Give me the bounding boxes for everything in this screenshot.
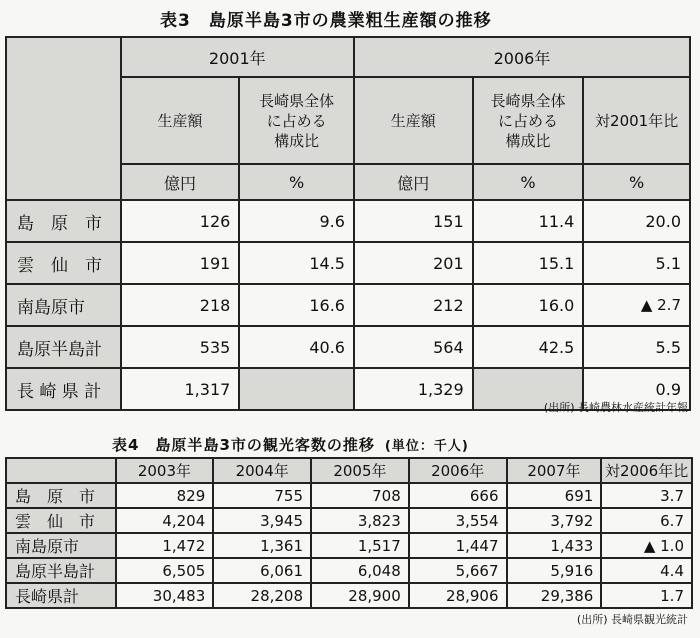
row-label: 島原半島計: [6, 558, 116, 583]
table-cell: 1.7: [601, 583, 692, 608]
column-header: 2005年: [311, 458, 409, 483]
table-cell: 42.5: [473, 326, 584, 368]
table-cell: 29,386: [507, 583, 602, 608]
table-cell: 666: [409, 483, 507, 508]
table-cell: 1,517: [311, 533, 409, 558]
table-row: [6, 483, 692, 508]
row-label: 南島原市: [6, 284, 121, 326]
year-2001-header: 2001年: [121, 37, 354, 77]
table-row: [6, 326, 690, 368]
table-cell: 3,554: [409, 508, 507, 533]
row-label: 雲 仙 市: [6, 508, 116, 533]
column-header: 2004年: [213, 458, 311, 483]
column-header: 2003年: [116, 458, 214, 483]
share-header-line1: 長崎県全体: [259, 91, 335, 110]
table3-source: (出所) 長崎農林水産統計年報: [543, 401, 688, 414]
unit-yen: 億円: [121, 164, 240, 200]
share-2001-header: [239, 77, 354, 164]
tourist-count-table: [5, 457, 693, 609]
table-cell: 14.5: [239, 242, 354, 284]
table-cell: 151: [354, 200, 473, 242]
ratio-header: 対2001年比: [583, 77, 690, 164]
table-row: [6, 508, 692, 533]
table-cell: 20.0: [583, 200, 690, 242]
row-label: 島原半島計: [6, 326, 121, 368]
column-header: 2007年: [507, 458, 602, 483]
table-cell: 1,317: [121, 368, 240, 410]
table-row: [6, 533, 692, 558]
row-label: 島 原 市: [6, 200, 121, 242]
table-cell: 40.6: [239, 326, 354, 368]
table-cell: 191: [121, 242, 240, 284]
row-label: 南島原市: [6, 533, 116, 558]
table-row: [6, 583, 692, 608]
table-cell: 1,361: [213, 533, 311, 558]
output-2001-header: 生産額: [121, 77, 240, 164]
table-cell: 9.6: [239, 200, 354, 242]
table-cell: 30,483: [116, 583, 214, 608]
unit-pct: %: [239, 164, 354, 200]
table-cell: 16.0: [473, 284, 584, 326]
table-cell: 201: [354, 242, 473, 284]
table-cell: 28,900: [311, 583, 409, 608]
agri-output-table: [5, 36, 691, 411]
table-cell: ▲ 2.7: [583, 284, 690, 326]
share-header-line3: 構成比: [274, 131, 320, 150]
share-header-line3: 構成比: [505, 131, 551, 150]
row-label: 島 原 市: [6, 483, 116, 508]
table-cell: 6,048: [311, 558, 409, 583]
table-cell: 3,823: [311, 508, 409, 533]
share-2006-header: [473, 77, 584, 164]
table4-title: [112, 434, 469, 455]
table-cell: 4.4: [601, 558, 692, 583]
unit-pct: %: [473, 164, 584, 200]
corner-cell: [6, 37, 121, 200]
table-row: [6, 284, 690, 326]
table-cell: 5.5: [583, 326, 690, 368]
column-header: 対2006年比: [601, 458, 692, 483]
table-cell: 3,945: [213, 508, 311, 533]
table-cell: 1,472: [116, 533, 214, 558]
table-cell: 3.7: [601, 483, 692, 508]
unit-pct: %: [583, 164, 690, 200]
unit-yen: 億円: [354, 164, 473, 200]
table-cell: 755: [213, 483, 311, 508]
table-cell: 564: [354, 326, 473, 368]
table-cell: 5,667: [409, 558, 507, 583]
table-cell: 6,505: [116, 558, 214, 583]
table-cell: ▲ 1.0: [601, 533, 692, 558]
table-row: [6, 242, 690, 284]
output-2006-header: 生産額: [354, 77, 473, 164]
row-label: 長崎県計: [6, 583, 116, 608]
table-cell: 212: [354, 284, 473, 326]
table-cell: 218: [121, 284, 240, 326]
table4-source: (出所) 長崎県観光統計: [576, 613, 688, 626]
table-cell: 5.1: [583, 242, 690, 284]
table4-unit: (単位：千人): [384, 439, 469, 454]
table-cell: 3,792: [507, 508, 602, 533]
row-label: 雲 仙 市: [6, 242, 121, 284]
table-cell: 28,906: [409, 583, 507, 608]
year-2006-header: 2006年: [354, 37, 690, 77]
table-row: [6, 558, 692, 583]
table-cell: 1,329: [354, 368, 473, 410]
table-cell: 4,204: [116, 508, 214, 533]
table-cell: 126: [121, 200, 240, 242]
table-cell: 28,208: [213, 583, 311, 608]
table4-title-text: 表4 島原半島3市の観光客数の推移: [112, 436, 375, 454]
share-header-line2: に占める: [266, 111, 327, 130]
column-header: 2006年: [409, 458, 507, 483]
table-row: [6, 200, 690, 242]
table-cell: 1,433: [507, 533, 602, 558]
table-cell: 708: [311, 483, 409, 508]
table-cell: 1,447: [409, 533, 507, 558]
table-cell: 6,061: [213, 558, 311, 583]
table3-title: 表3 島原半島3市の農業粗生産額の推移: [160, 11, 492, 31]
table-cell: 11.4: [473, 200, 584, 242]
row-label: 長 崎 県 計: [6, 368, 121, 410]
table-cell: 5,916: [507, 558, 602, 583]
share-header-line2: に占める: [497, 111, 558, 130]
table-cell: 6.7: [601, 508, 692, 533]
table-cell: [239, 368, 354, 410]
table-cell: 16.6: [239, 284, 354, 326]
table-cell: 691: [507, 483, 602, 508]
table-cell: 0.9: [583, 368, 690, 410]
table-cell: 829: [116, 483, 214, 508]
corner-cell: [6, 458, 116, 483]
table-cell: 15.1: [473, 242, 584, 284]
share-header-line1: 長崎県全体: [490, 91, 566, 110]
table-cell: 535: [121, 326, 240, 368]
